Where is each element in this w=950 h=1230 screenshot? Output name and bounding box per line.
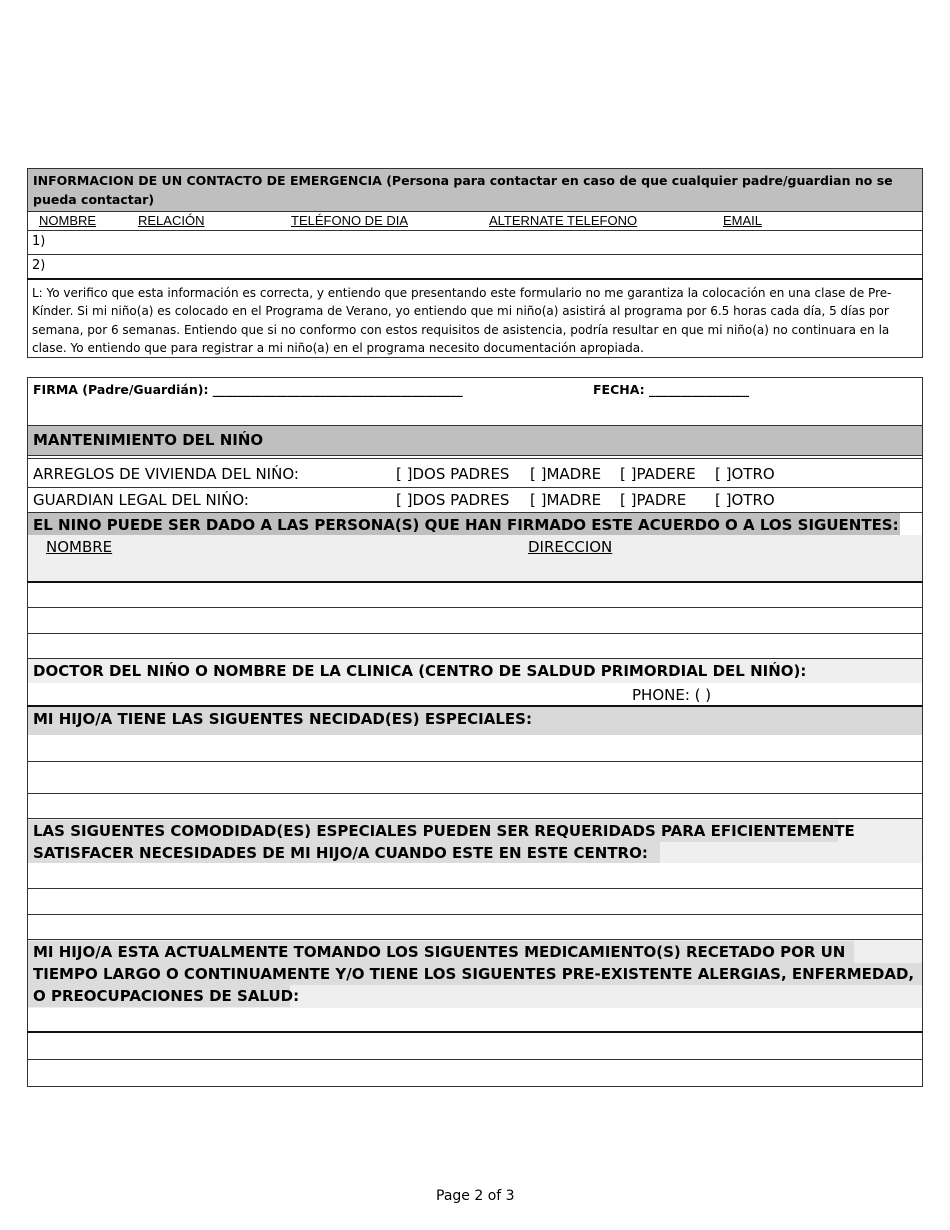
guardian-option-mother[interactable]: [ ]MADRE xyxy=(530,491,602,509)
contact-row-1-label: 1) xyxy=(32,234,46,249)
release-columns-band xyxy=(28,535,922,581)
doctor-phone-label: PHONE: ( ) xyxy=(632,686,712,704)
special-needs-heading: MI HIJO/A TIENE LAS SIGUENTES NECIDAD(ES) ESPECIALES: xyxy=(33,710,532,728)
medications-heading-line1: MI HIJO/A ESTA ACTUALMENTE TOMANDO LOS SIGUENTES MEDICAMIENTO(S) RECETADO POR UN xyxy=(33,943,846,961)
doctor-heading: DOCTOR DEL NIŃO O NOMBRE DE LA CLINICA (CENTRO DE SALDUD PRIMORDIAL DEL NIŃO): xyxy=(33,662,807,680)
emergency-heading-line2: pueda contactar) xyxy=(33,192,155,207)
column-header-day-phone: TELÉFONO DE DIA xyxy=(291,213,409,228)
divider xyxy=(27,278,923,280)
emergency-heading-line1: INFORMACION DE UN CONTACTO DE EMERGENCIA (Persona para contactar en caso de que cualquier padre/guardian no se xyxy=(33,173,893,188)
medications-heading-line2: TIEMPO LARGO O CONTINUAMENTE Y/O TIENE LOS SIGUENTES PRE-EXISTENTE ALERGIAS, ENFERMEDAD, xyxy=(33,965,915,983)
release-address-column: DIRECCION xyxy=(528,538,613,556)
guardian-option-father[interactable]: [ ]PADRE xyxy=(620,491,687,509)
release-name-column: NOMBRE xyxy=(46,538,113,556)
divider xyxy=(27,607,923,608)
living-option-mother[interactable]: [ ]MADRE xyxy=(530,465,602,483)
divider xyxy=(27,793,923,794)
divider xyxy=(27,761,923,762)
divider xyxy=(27,455,923,456)
signature-line: FIRMA (Padre/Guardián): ________________________________________ xyxy=(33,382,463,397)
divider xyxy=(27,487,923,488)
divider xyxy=(27,211,923,212)
divider xyxy=(27,254,923,255)
column-header-name: NOMBRE xyxy=(39,213,97,228)
guardian-option-other[interactable]: [ ]OTRO xyxy=(715,491,775,509)
column-header-relation: RELACIÓN xyxy=(138,213,205,228)
accommodations-heading-line2: SATISFACER NECESIDADES DE MI HIJO/A CUANDO ESTE EN ESTE CENTRO: xyxy=(33,844,648,862)
accommodations-heading-line1: LAS SIGUENTES COMODIDAD(ES) ESPECIALES PUEDEN SER REQUERIDADS PARA EFICIENTEMENTE xyxy=(33,822,855,840)
guardian-option-two-parents[interactable]: [ ]DOS PADRES xyxy=(396,491,510,509)
release-heading: EL NINO PUEDE SER DADO A LAS PERSONA(S) QUE HAN FIRMADO ESTE ACUERDO O A LOS SIGUENTES: xyxy=(33,516,899,534)
living-option-other[interactable]: [ ]OTRO xyxy=(715,465,775,483)
divider xyxy=(27,914,923,915)
contact-row-2-label: 2) xyxy=(32,258,46,273)
legal-guardian-label: GUARDIAN LEGAL DEL NIŃO: xyxy=(33,491,249,509)
divider xyxy=(27,581,923,583)
column-header-alt-phone: ALTERNATE TELEFONO xyxy=(489,213,638,228)
verification-statement: L: Yo verifico que esta información es correcta, y entiendo que presentando este formulario no me garantiza la colocación en una clase de Pre-Kínder. Si mi niño(a) es colocado en el Programa de Verano, yo entiendo que mi niño(a) asistirá al programa por 6.5 horas cada día, 5 días por semana, por 6 semanas. Entiendo que si no conformo con estos requisitos de asistencia, podría resultar en que mi niño(a) no continuara en la clase. Yo entiendo que para registrar a mi niño(a) en el programa necesito documentación apropiada. xyxy=(32,286,892,355)
date-line: FECHA: ________________ xyxy=(593,382,749,397)
living-arrangements-label: ARREGLOS DE VIVIENDA DEL NIŃO: xyxy=(33,465,299,483)
divider xyxy=(27,1031,923,1033)
medications-heading-line3: O PREOCUPACIONES DE SALUD: xyxy=(33,987,300,1005)
divider xyxy=(27,1059,923,1060)
page-number: Page 2 of 3 xyxy=(436,1188,515,1204)
column-header-email: EMAIL xyxy=(723,213,763,228)
divider xyxy=(27,458,923,459)
living-option-two-parents[interactable]: [ ]DOS PADRES xyxy=(396,465,510,483)
divider xyxy=(27,230,923,231)
divider xyxy=(27,633,923,634)
living-option-father[interactable]: [ ]PADERE xyxy=(620,465,696,483)
divider xyxy=(27,888,923,889)
maintenance-heading: MANTENIMIENTO DEL NIŃO xyxy=(33,431,264,449)
